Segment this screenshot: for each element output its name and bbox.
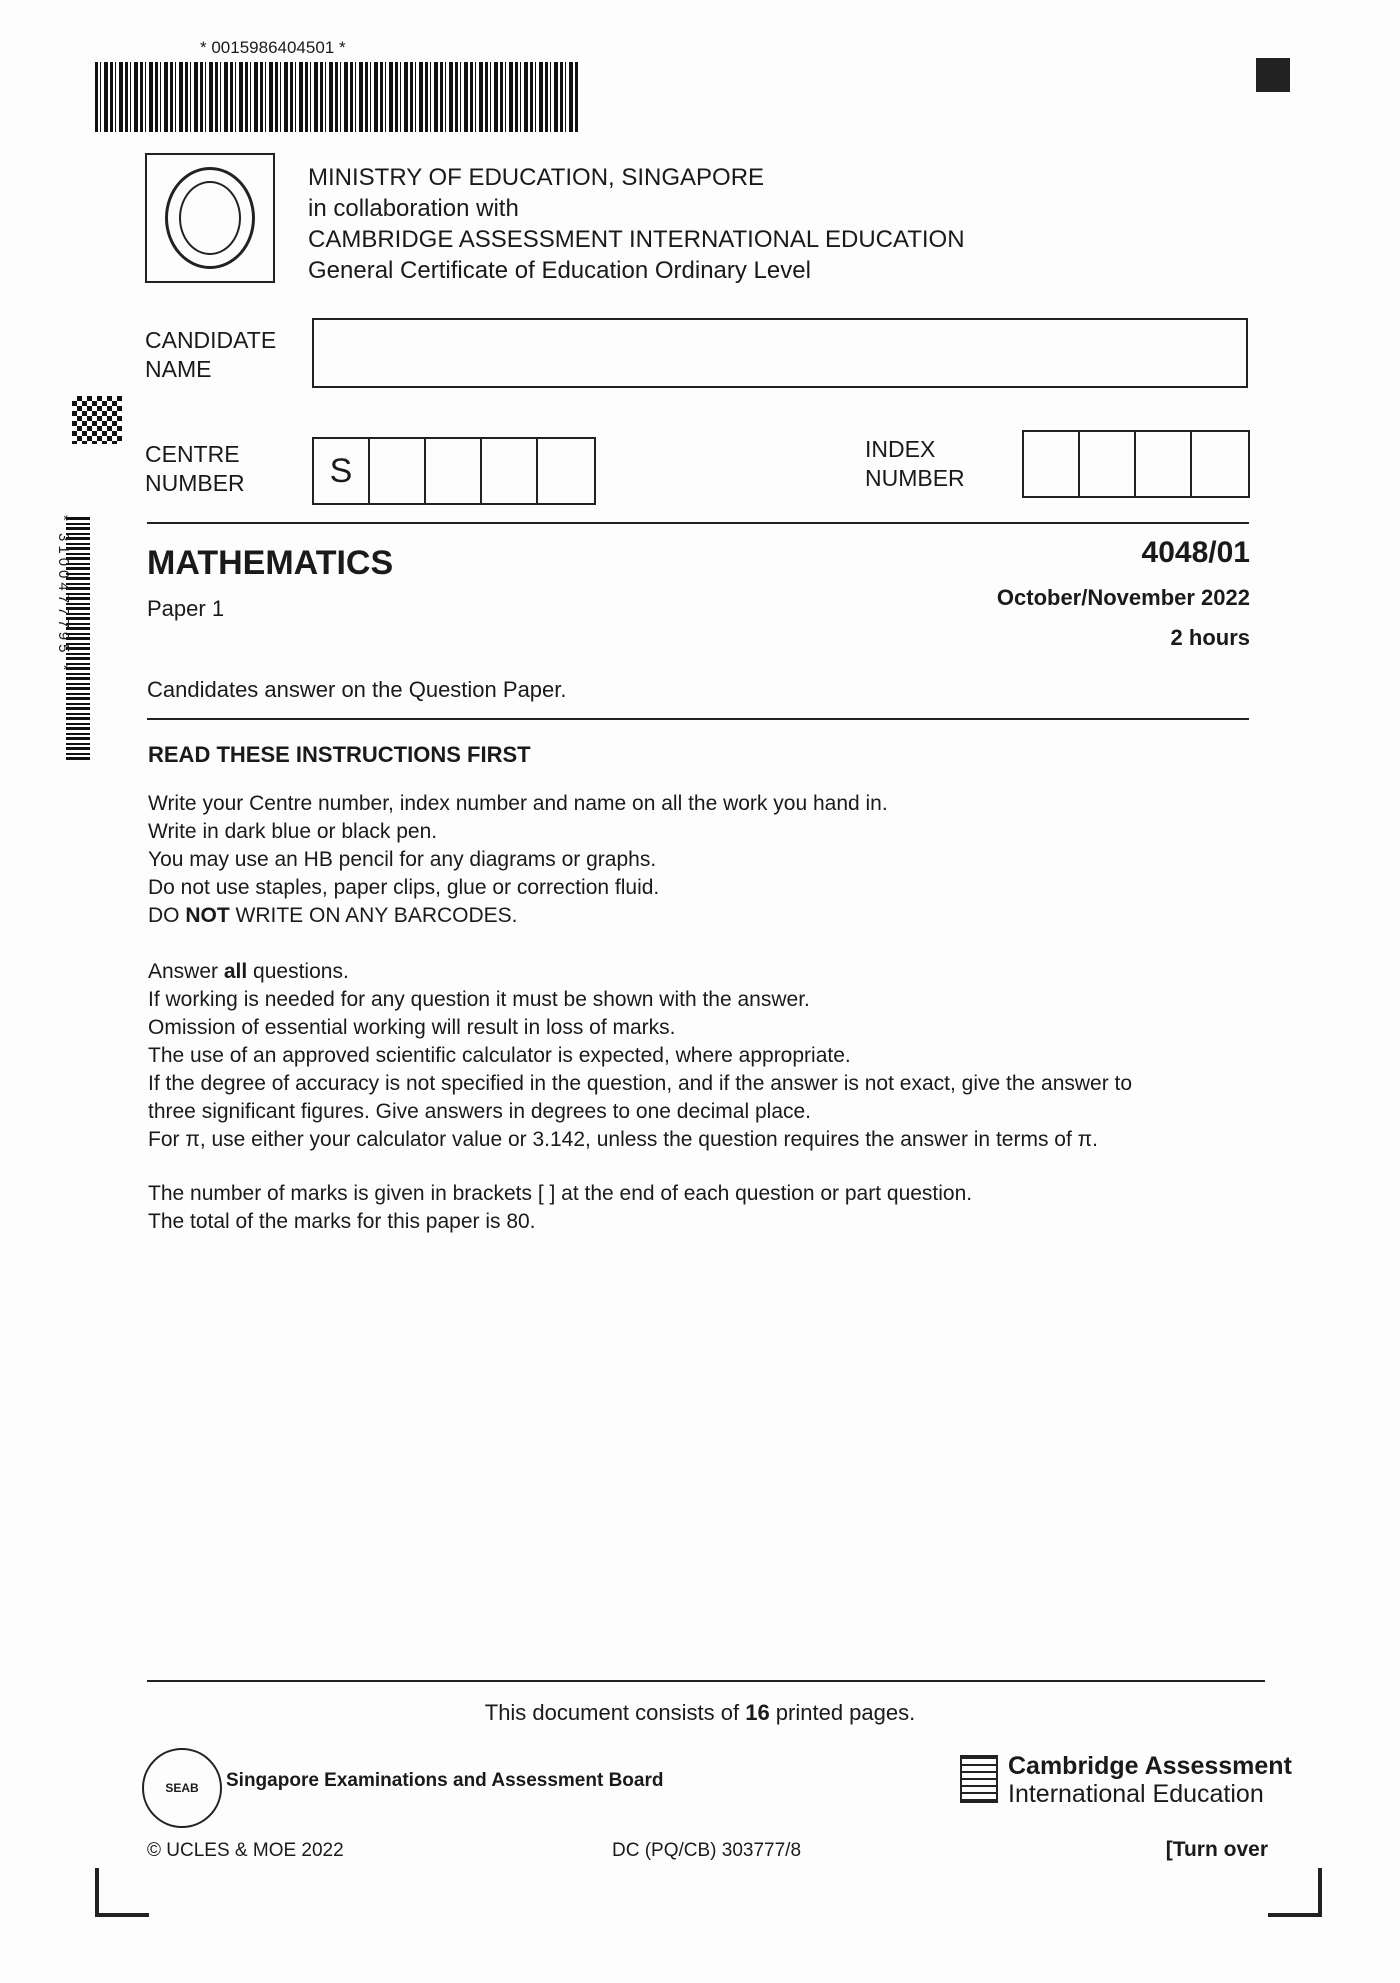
- candidate-label-line2: NAME: [145, 356, 212, 382]
- candidate-name-field[interactable]: [312, 318, 1248, 388]
- divider: [147, 1680, 1265, 1682]
- instruction-line-answer-all: [148, 958, 1268, 986]
- copyright: © UCLES & MOE 2022: [147, 1840, 344, 1861]
- instruction-line: The number of marks is given in brackets [ ] at the end of each question or part question.: [148, 1182, 973, 1205]
- instruction-line: three significant figures. Give answers in degrees to one decimal place.: [148, 1100, 812, 1123]
- centre-label-line1: CENTRE: [145, 441, 240, 467]
- paper-number: Paper 1: [147, 596, 225, 621]
- o-logo-inner-ring: [179, 181, 241, 255]
- crop-mark-left: [95, 1868, 149, 1917]
- crop-mark-right: [1268, 1868, 1322, 1917]
- barcode: [95, 62, 580, 132]
- centre-digit-cell[interactable]: [482, 439, 538, 503]
- cambridge-logo-text: [1008, 1752, 1292, 1808]
- centre-prefix-cell: S: [314, 439, 370, 503]
- header-collab: in collaboration with: [308, 195, 519, 222]
- index-digit-cell[interactable]: [1192, 432, 1248, 496]
- centre-digit-cell[interactable]: [426, 439, 482, 503]
- text-bold: NOT: [185, 904, 230, 927]
- syllabus-code: 4048/01: [1141, 536, 1250, 569]
- instruction-line: For π, use either your calculator value or 3.142, unless the question requires the answer in terms of π.: [148, 1128, 1098, 1151]
- divider: [147, 522, 1249, 524]
- instruction-line: The total of the marks for this paper is 80.: [148, 1210, 536, 1233]
- index-number-field[interactable]: [1022, 430, 1250, 498]
- instruction-line: If the degree of accuracy is not specified in the question, and if the answer is not exact, give the answer to: [148, 1072, 1133, 1095]
- divider: [147, 718, 1249, 720]
- index-digit-cell[interactable]: [1024, 432, 1080, 496]
- registration-mark: [1256, 58, 1290, 92]
- instructions-block-2: [148, 958, 1268, 1154]
- centre-number-field[interactable]: [312, 437, 596, 505]
- instruction-line: The use of an approved scientific calculator is expected, where appropriate.: [148, 1044, 851, 1067]
- instructions-title: READ THESE INSTRUCTIONS FIRST: [148, 742, 531, 767]
- document-code: DC (PQ/CB) 303777/8: [612, 1840, 802, 1861]
- header-cambridge: CAMBRIDGE ASSESSMENT INTERNATIONAL EDUCATION: [308, 226, 965, 253]
- centre-label-line2: NUMBER: [145, 470, 245, 496]
- page-count-line: [0, 1700, 1400, 1726]
- instruction-line: You may use an HB pencil for any diagrams or graphs.: [148, 848, 657, 871]
- index-digit-cell[interactable]: [1080, 432, 1136, 496]
- text-segment: WRITE ON ANY BARCODES.: [229, 904, 518, 927]
- o-level-logo: [145, 153, 275, 283]
- index-digit-cell[interactable]: [1136, 432, 1192, 496]
- exam-header: [308, 162, 965, 286]
- index-label-line2: NUMBER: [865, 465, 965, 491]
- cambridge-crest-icon: [960, 1755, 998, 1803]
- text-segment: questions.: [247, 960, 349, 983]
- side-barcode-number: * 3100477795 *: [55, 515, 72, 675]
- page-count: 16: [745, 1700, 770, 1725]
- instruction-line-barcodes: [148, 902, 1268, 930]
- header-ministry: MINISTRY OF EDUCATION, SINGAPORE: [308, 164, 765, 191]
- centre-number-label: [145, 440, 245, 498]
- qr-code: [72, 396, 122, 444]
- instructions-block-1: [148, 790, 1268, 930]
- instruction-line: Write your Centre number, index number and name on all the work you hand in.: [148, 792, 888, 815]
- text-bold: all: [223, 960, 248, 983]
- text-segment: printed pages.: [769, 1700, 916, 1725]
- cambridge-line2: International Education: [1008, 1780, 1264, 1808]
- answer-on-note: Candidates answer on the Question Paper.: [147, 677, 567, 702]
- centre-digit-cell[interactable]: [538, 439, 594, 503]
- turn-over: [Turn over: [1165, 1838, 1268, 1861]
- barcode-number: * 0015986404501 *: [200, 38, 346, 57]
- text-segment: This document consists of: [484, 1700, 746, 1725]
- seab-name: Singapore Examinations and Assessment Board: [226, 1770, 664, 1791]
- index-label-line1: INDEX: [865, 436, 936, 462]
- candidate-name-label: [145, 326, 276, 384]
- instructions-block-3: [148, 1180, 1268, 1236]
- centre-digit-cell[interactable]: [370, 439, 426, 503]
- exam-duration: 2 hours: [1170, 625, 1250, 650]
- index-number-label: [865, 435, 965, 493]
- instruction-line: Do not use staples, paper clips, glue or correction fluid.: [148, 876, 660, 899]
- seab-logo: SEAB: [142, 1748, 222, 1828]
- instruction-line: If working is needed for any question it must be shown with the answer.: [148, 988, 810, 1011]
- exam-session: October/November 2022: [996, 585, 1250, 610]
- header-certificate: General Certificate of Education Ordinary Level: [308, 257, 811, 284]
- text-segment: DO: [148, 904, 186, 927]
- text-segment: Answer: [148, 960, 224, 983]
- instruction-line: Omission of essential working will result in loss of marks.: [148, 1016, 676, 1039]
- cambridge-line1: Cambridge Assessment: [1008, 1752, 1292, 1780]
- instruction-line: Write in dark blue or black pen.: [148, 820, 438, 843]
- candidate-label-line1: CANDIDATE: [145, 327, 277, 353]
- subject-title: MATHEMATICS: [147, 544, 394, 582]
